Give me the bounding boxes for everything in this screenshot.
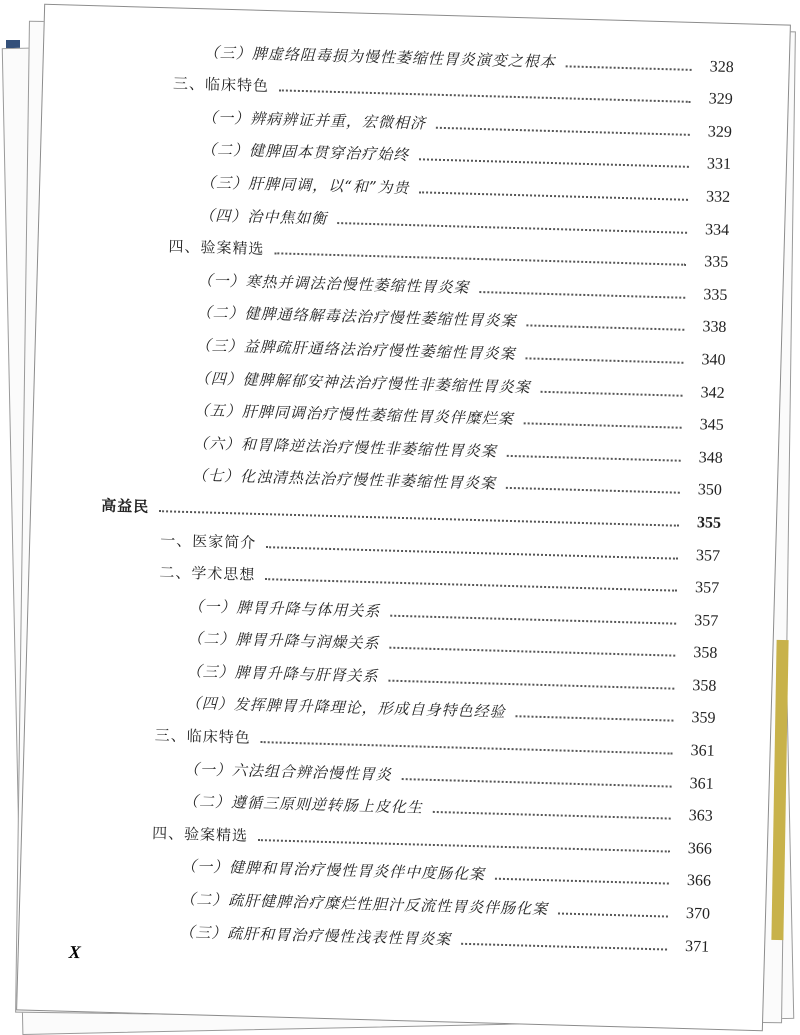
toc-page-number: 342 xyxy=(700,383,725,402)
dot-leader xyxy=(479,291,685,299)
dot-leader xyxy=(495,878,669,885)
toc-entry-title: （一）脾胃升降与体用关系 xyxy=(188,596,381,621)
toc-entry-title: （三）肝脾同调，以“和”为贵 xyxy=(200,173,410,198)
toc-page-number: 350 xyxy=(697,481,723,500)
toc-page-number: 359 xyxy=(691,709,716,728)
toc-page-number: 340 xyxy=(701,351,726,369)
toc-entry-title: （一）寒热并调法治慢性萎缩性胃炎案 xyxy=(197,270,470,297)
toc-entry-title: （四）治中焦如衡 xyxy=(199,205,328,228)
dot-leader xyxy=(461,942,667,950)
toc-entry-title: （六）和胃降逆法治疗慢性非萎缩性胃炎案 xyxy=(192,433,498,461)
toc-page-number: 331 xyxy=(706,155,732,174)
toc-entry-title: （七）化浊清热法治疗慢性非萎缩性胃炎案 xyxy=(191,466,497,493)
dot-leader xyxy=(507,455,681,462)
toc-entry-title: （一）辨病辨证并重，宏微相济 xyxy=(201,108,427,133)
toc-entry-title: 一、医家简介 xyxy=(160,530,257,552)
toc-page-number: 361 xyxy=(690,742,715,760)
toc-page-number: 361 xyxy=(689,774,714,793)
toc-entry-title: 高益民 xyxy=(100,496,150,516)
toc-page-number: 335 xyxy=(704,253,729,272)
toc-entry-title: （四）健脾解郁安神法治疗慢性非萎缩性胃炎案 xyxy=(194,368,531,397)
toc-entry-title: 三、临床特色 xyxy=(154,726,252,747)
dot-leader xyxy=(566,65,692,71)
toc-entry-title: （三）脾胃升降与肝肾关系 xyxy=(186,661,379,686)
toc-page-number: 357 xyxy=(695,546,721,565)
dot-leader xyxy=(525,357,683,363)
toc-page-number: 370 xyxy=(685,905,711,923)
table-of-contents xyxy=(89,27,734,957)
toc-entry-title: 四、验案精选 xyxy=(151,823,249,845)
toc-entry-title: （五）肝脾同调治疗慢性萎缩性胃炎伴糜烂案 xyxy=(193,401,515,429)
dot-leader xyxy=(524,422,682,428)
toc-page-number: 328 xyxy=(709,57,734,76)
toc-entry-title: 四、验案精选 xyxy=(168,237,265,259)
dot-leader xyxy=(526,325,684,331)
toc-entry-title: （三）益脾疏肝通络法治疗慢性萎缩性胃炎案 xyxy=(195,336,516,364)
dot-leader xyxy=(506,487,680,494)
toc-page-number: 366 xyxy=(686,872,712,891)
toc-page-number: 357 xyxy=(694,579,720,597)
toc-entry-title: 三、临床特色 xyxy=(172,74,270,96)
toc-entry-title: 二、学术思想 xyxy=(159,563,256,584)
toc-entry-title: （三）疏肝和胃治疗慢性浅表性胃炎案 xyxy=(179,922,452,949)
toc-entry-title: （三）脾虚络阻毒损为慢性萎缩性胃炎演变之根本 xyxy=(203,42,557,71)
toc-page-number: 355 xyxy=(696,514,722,532)
toc-page-number: 332 xyxy=(705,188,731,206)
page-marker: X xyxy=(68,941,82,963)
toc-entry-title: （二）疏肝健脾治疗糜烂性胆汁反流性胃炎伴肠化案 xyxy=(180,889,549,919)
toc-page-number: 329 xyxy=(707,123,733,141)
toc-page-number: 366 xyxy=(687,839,713,858)
dot-leader xyxy=(541,390,683,396)
toc-entry-title: （二）健脾固本贯穿治疗始终 xyxy=(200,140,410,165)
toc-entry-title: （二）健脾通络解毒法治疗慢性萎缩性胃炎案 xyxy=(196,303,517,331)
toc-page-number: 334 xyxy=(704,220,730,239)
toc-page-number: 345 xyxy=(699,416,724,435)
toc-page-number: 358 xyxy=(693,644,718,663)
toc-page-number: 338 xyxy=(702,318,727,337)
toc-entry-title: （一）健脾和胃治疗慢性胃炎伴中度肠化案 xyxy=(180,857,486,884)
toc-page-number: 357 xyxy=(694,611,719,630)
toc-entry-title: （二）遵循三原则逆转肠上皮化生 xyxy=(182,792,424,817)
toc-page-number: 358 xyxy=(692,677,717,695)
toc-page-number: 363 xyxy=(688,807,714,825)
toc-entry-title: （四）发挥脾胃升降理论，形成自身特色经验 xyxy=(185,694,506,722)
toc-page-number: 329 xyxy=(708,90,734,109)
toc-page-number: 348 xyxy=(698,448,724,467)
toc-page-number: 335 xyxy=(703,286,728,304)
toc-page xyxy=(16,4,791,1031)
toc-page-number: 371 xyxy=(684,937,710,956)
toc-entry-title: （二）脾胃升降与润燥关系 xyxy=(187,629,380,653)
dot-leader xyxy=(558,913,668,918)
toc-entry-title: （一）六法组合辨治慢性胃炎 xyxy=(183,759,393,784)
dot-leader xyxy=(515,716,673,722)
